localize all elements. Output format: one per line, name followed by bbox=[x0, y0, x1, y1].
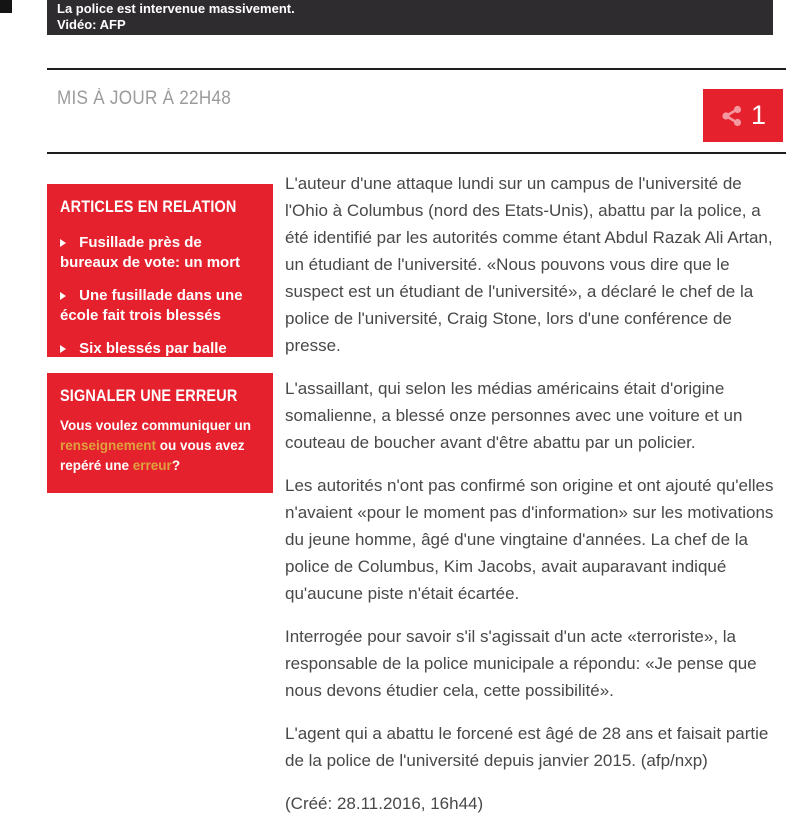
article-paragraph-2: L'assaillant, qui selon les médias américains était d'origine somalienne, a blessé onze personnes avec une voiture et un couteau de boucher avant d'être abattu par un policier. bbox=[285, 379, 743, 452]
article-paragraph-3: Les autorités n'ont pas confirmé son origine et ont ajouté qu'elles n'avaient «pour le moment pas d'information» sur les motivations du jeune homme, âgé d'une vingtaine d'années. La chef de la police de Columbus, Kim Jacobs, avait auparavant indiqué qu'aucune piste n'était écartée. bbox=[285, 476, 774, 603]
video-credit-text: Vidéo: AFP bbox=[57, 17, 126, 32]
related-articles-title: ARTICLES EN RELATION bbox=[60, 197, 237, 216]
report-error-title: SIGNALER UNE ERREUR bbox=[60, 386, 238, 405]
related-article-link-1[interactable] bbox=[60, 233, 260, 273]
article-paragraph-5: L'agent qui a abattu le forcené est âgé de 28 ans et faisait partie de la police de l'université depuis janvier 2015. (afp/nxp) bbox=[285, 724, 769, 770]
report-error-text bbox=[60, 416, 260, 476]
bullet-triangle-icon bbox=[60, 292, 66, 300]
report-error-link[interactable]: erreur bbox=[132, 458, 172, 473]
report-error-text-after: ? bbox=[171, 458, 181, 473]
related-article-link-2[interactable] bbox=[60, 286, 260, 326]
sidebar bbox=[47, 184, 273, 493]
report-error-text-middle: ou vous avez repéré une bbox=[60, 438, 245, 473]
related-articles-box bbox=[47, 184, 273, 377]
article-body bbox=[285, 170, 786, 833]
related-article-label: Six blessés par balle dans un centre commercial bbox=[60, 340, 255, 377]
report-tip-link[interactable]: renseignement bbox=[60, 438, 157, 453]
video-caption-text: La police est intervenue massivement. bbox=[57, 1, 295, 16]
share-count: 1 bbox=[750, 100, 767, 130]
separator-top bbox=[47, 68, 786, 70]
share-button[interactable] bbox=[703, 89, 783, 142]
bullet-triangle-icon bbox=[60, 345, 66, 353]
report-error-text-before: Vous voulez communiquer un bbox=[60, 418, 252, 433]
related-article-link-3[interactable] bbox=[60, 339, 260, 379]
separator-bottom bbox=[47, 152, 786, 154]
article-paragraph-1: L'auteur d'une attaque lundi sur un campus de l'université de l'Ohio à Columbus (nord des Etats-Unis), abattu par la police, a été identifié par les autorités comme étant Abdul Razak Ali Artan, un étudiant de l'université. «Nous pouvons vous dire que le suspect est un étudiant de l'université», a déclaré le chef de la police de l'université, Craig Stone, lors d'une conférence de presse. bbox=[285, 174, 773, 355]
share-icon bbox=[720, 104, 744, 128]
article-created-timestamp: (Créé: 28.11.2016, 16h44) bbox=[285, 794, 484, 813]
article-paragraph-4: Interrogée pour savoir s'il s'agissait d'un acte «terroriste», la responsable de la police municipale a répondu: «Je pense que nous devons étudier cela, cette possibilité». bbox=[285, 627, 757, 700]
bullet-triangle-icon bbox=[60, 239, 66, 247]
video-caption-bar bbox=[47, 0, 773, 35]
report-error-box bbox=[47, 373, 273, 493]
related-article-label: Une fusillade dans une école fait trois blessés bbox=[60, 287, 243, 324]
updated-timestamp: MIS À JOUR À 22H48 bbox=[57, 88, 232, 109]
top-left-marker bbox=[0, 0, 12, 13]
related-article-label: Fusillade près de bureaux de vote: un mort bbox=[60, 234, 241, 271]
